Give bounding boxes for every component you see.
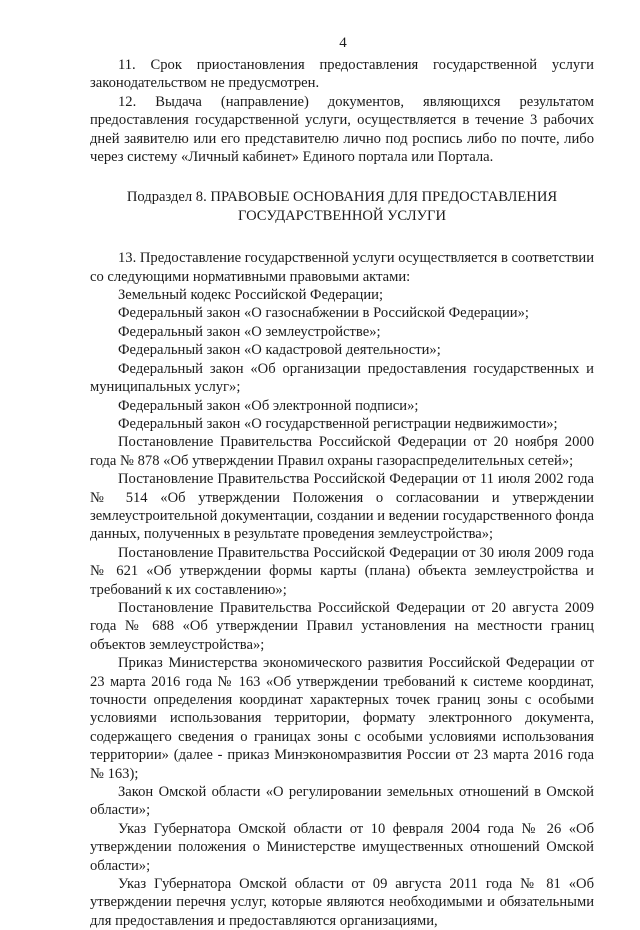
legal-act-item: Земельный кодекс Российской Федерации; [118, 287, 384, 304]
legal-act-item: Постановление Правительства Российской Федерации от 11 июля 2002 года № 514 «Об утверждении Положения о согласовании и утверждении землеустроительной документации, создании и ведении государственного фонда данных, полученных в результате проведения землеустройства»; [90, 471, 594, 543]
legal-act-item: Закон Омской области «О регулировании земельных отношений в Омской области»; [90, 784, 594, 819]
legal-act-item: Федеральный закон «О кадастровой деятельности»; [118, 342, 441, 359]
legal-act-item: Федеральный закон «О землеустройстве»; [118, 323, 381, 340]
page-number: 4 [339, 35, 347, 51]
legal-act-item: Постановление Правительства Российской Федерации от 20 ноября 2000 года № 878 «Об утверждении Правил охраны газораспределительных сетей»; [90, 434, 594, 469]
paragraph-13: 13. Предоставление государственной услуги осуществляется в соответствии со следующими нормативными правовыми актами: [90, 250, 595, 285]
legal-act-item: Приказ Министерства экономического развития Российской Федерации от 23 марта 2016 года № 163 «Об утверждении требований к системе координат, точности определения координат характерных точек границ зоны с особыми условиями использования территории, формату электронного документа, содержащего сведения о границах зоны с особыми условиями использования территории» (далее - приказ Минэкономразвития России от 23 марта 2016 года № 163); [90, 655, 594, 782]
subsection-title [90, 188, 594, 225]
legal-act-item: Постановление Правительства Российской Федерации от 20 августа 2009 года № 688 «Об утверждении Правил установления на местности границ объектов землеустройства»; [90, 599, 594, 653]
legal-act-item: Федеральный закон «О газоснабжении в Российской Федерации»; [118, 305, 529, 322]
paragraph-12: 12. Выдача (направление) документов, являющихся результатом предоставления государственной услуги, осуществляется в течение 3 рабочих дней заявителю или его представителю лично под роспись либо по почте, либо через систему «Личный кабинет» Единого портала или Портала. [90, 93, 594, 166]
legal-act-item: Указ Губернатора Омской области от 10 февраля 2004 года № 26 «Об утверждении положения о Министерстве имущественных отношений Омской области»; [90, 820, 594, 874]
subsection-title-line-2: ГОСУДАРСТВЕННОЙ УСЛУГИ [238, 207, 446, 224]
subsection-title-line-1: Подраздел 8. ПРАВОВЫЕ ОСНОВАНИЯ ДЛЯ ПРЕДОСТАВЛЕНИЯ [126, 189, 558, 206]
legal-act-item: Федеральный закон «Об электронной подписи»; [118, 397, 419, 414]
legal-act-item: Федеральный закон «Об организации предоставления государственных и муниципальных услуг»; [90, 360, 594, 396]
legal-act-item: Указ Губернатора Омской области от 09 августа 2011 года № 81 «Об утверждении перечня услуг, которые являются необходимыми и обязательными для предоставления и предоставляются организациями, [90, 876, 594, 929]
paragraph-11: 11. Срок приостановления предоставления государственной услуги законодательством не предусмотрен. [90, 57, 594, 92]
legal-act-item: Постановление Правительства Российской Федерации от 30 июля 2009 года № 621 «Об утверждении формы карты (плана) объекта землеустройства и требований к их составлению»; [90, 544, 594, 598]
legal-act-item: Федеральный закон «О государственной регистрации недвижимости»; [118, 415, 558, 432]
document-body [90, 56, 595, 930]
